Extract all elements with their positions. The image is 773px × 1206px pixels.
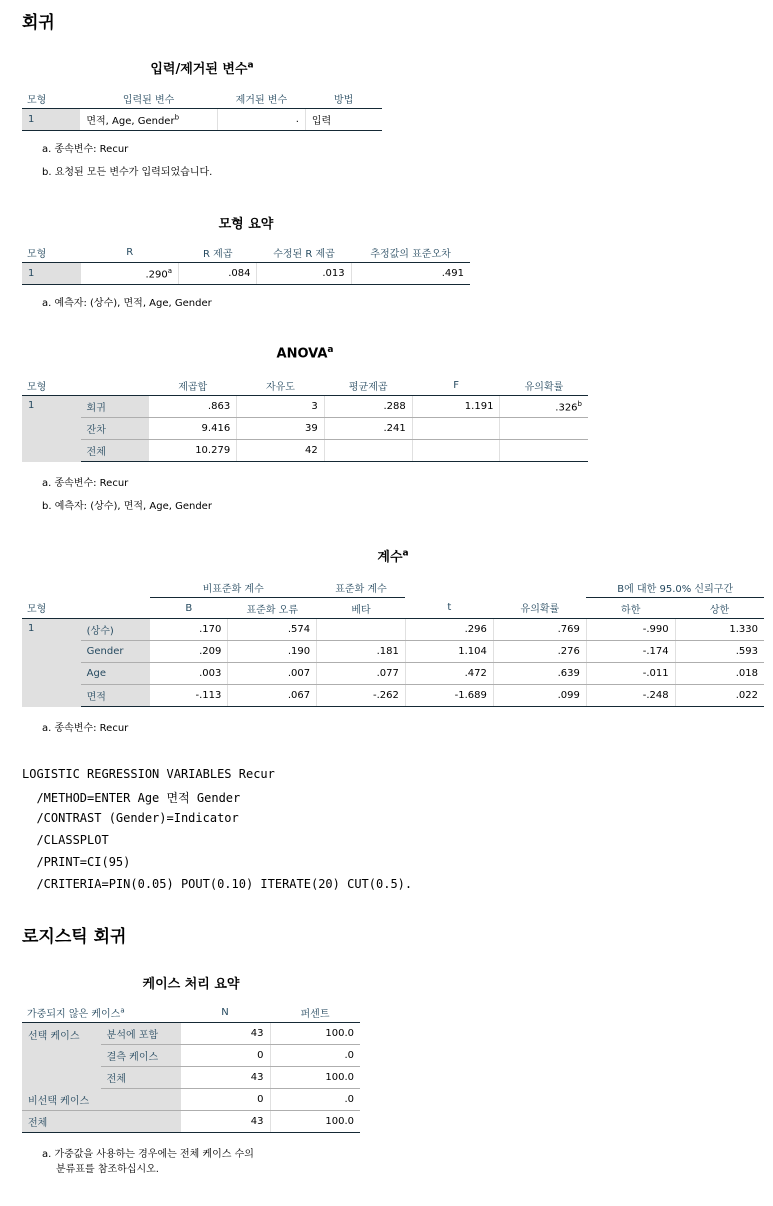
col-header: 모형 — [22, 598, 81, 619]
cell-text: .326 — [555, 402, 578, 414]
row-label: 선택 케이스 — [22, 1023, 101, 1089]
cell: .003 — [150, 663, 228, 685]
table-title-anova — [22, 345, 588, 361]
footnote: 분류표를 참조하십시오. — [56, 1164, 159, 1175]
cell: .181 — [317, 641, 406, 663]
row-label: 분석에 포함 — [101, 1023, 180, 1045]
cell: .296 — [405, 619, 493, 641]
cell: . — [217, 109, 305, 131]
col-header: R — [81, 242, 179, 263]
col-header: R 제곱 — [179, 242, 257, 263]
col-header: N — [180, 1002, 270, 1023]
row-label: 1 — [22, 619, 81, 707]
cell: 100.0 — [270, 1067, 360, 1089]
col-header-sup: a — [120, 1006, 125, 1015]
cell-text: .290 — [145, 269, 168, 281]
row-label: 1 — [22, 263, 81, 285]
cell: .099 — [493, 685, 586, 707]
section-title-regression: 회귀 — [22, 13, 55, 33]
cell: .077 — [317, 663, 406, 685]
cell: .067 — [228, 685, 317, 707]
anova-table — [22, 375, 588, 462]
row-label: 전체 — [22, 1111, 180, 1133]
title-text: ANOVA — [276, 346, 328, 362]
row-label: 결측 케이스 — [101, 1045, 180, 1067]
cell: 39 — [237, 418, 325, 440]
cell: -.990 — [586, 619, 675, 641]
cell-sup: b — [577, 399, 582, 408]
cell: .639 — [493, 663, 586, 685]
cell: -.262 — [317, 685, 406, 707]
col-header-text: 가중되지 않은 케이스 — [27, 1008, 121, 1020]
model-summary-table — [22, 242, 470, 285]
col-header: 방법 — [305, 88, 382, 109]
cell: -1.689 — [405, 685, 493, 707]
col-header: 퍼센트 — [270, 1002, 360, 1023]
cell — [412, 440, 500, 462]
cell-sup: a — [167, 266, 173, 275]
cell — [500, 418, 588, 440]
cell: 42 — [237, 440, 325, 462]
cell — [81, 263, 179, 285]
group-header-empty — [493, 577, 586, 598]
col-header — [81, 375, 149, 396]
row-label: Age — [81, 663, 150, 685]
row-label: Gender — [81, 641, 150, 663]
cell: 100.0 — [270, 1111, 360, 1133]
cell — [500, 396, 588, 418]
group-header-empty — [81, 577, 150, 598]
cell: 1.330 — [675, 619, 764, 641]
title-sup: a — [327, 345, 334, 355]
cell: .472 — [405, 663, 493, 685]
cell: .013 — [257, 263, 351, 285]
cell: -.248 — [586, 685, 675, 707]
row-label: 비선택 케이스 — [22, 1089, 180, 1111]
footnote: a. 가중값을 사용하는 경우에는 전체 케이스 수의 — [42, 1149, 254, 1160]
group-header-empty — [405, 577, 493, 598]
cell: .241 — [324, 418, 412, 440]
cell — [317, 619, 406, 641]
cell: .288 — [324, 396, 412, 418]
table-title-model-summary: 모형 요약 — [218, 217, 274, 232]
cell: 0 — [180, 1045, 270, 1067]
cell: 100.0 — [270, 1023, 360, 1045]
footnote: b. 요청된 모든 변수가 입력되었습니다. — [42, 167, 213, 178]
cell: .276 — [493, 641, 586, 663]
syntax-line: /CRITERIA=PIN(0.05) POUT(0.10) ITERATE(20) CUT(0.5). — [22, 877, 413, 891]
title-sup: a — [402, 548, 409, 559]
case-summary-table — [22, 1002, 360, 1133]
table-title-variables — [22, 58, 382, 77]
cell: .209 — [150, 641, 228, 663]
col-header: 입력된 변수 — [80, 88, 218, 109]
col-header: B — [150, 598, 228, 619]
col-header: 추정값의 표준오차 — [351, 242, 470, 263]
cell: -.011 — [586, 663, 675, 685]
cell: -.174 — [586, 641, 675, 663]
group-header: 표준화 계수 — [317, 577, 406, 598]
syntax-line: /CONTRAST (Gender)=Indicator — [22, 811, 239, 825]
cell-text: 면적, Age, Gender — [86, 116, 175, 127]
footnote: a. 예측자: (상수), 면적, Age, Gender — [42, 298, 212, 309]
col-header: 유의확률 — [493, 598, 586, 619]
section-title-logistic: 로지스틱 회귀 — [22, 927, 127, 947]
col-header: 모형 — [22, 375, 81, 396]
cell: .007 — [228, 663, 317, 685]
col-header: 수정된 R 제곱 — [257, 242, 351, 263]
col-header: 자유도 — [237, 375, 325, 396]
coefficients-table — [22, 577, 764, 707]
cell-sup: b — [174, 113, 180, 122]
cell: 10.279 — [149, 440, 237, 462]
col-header: 하한 — [586, 598, 675, 619]
title-text: 입력/제거된 변수 — [150, 62, 248, 77]
col-header: 평균제곱 — [324, 375, 412, 396]
col-header: 표준화 오류 — [228, 598, 317, 619]
cell: .190 — [228, 641, 317, 663]
cell: .0 — [270, 1089, 360, 1111]
row-label: 전체 — [81, 440, 149, 462]
col-header: 베타 — [317, 598, 406, 619]
cell — [500, 440, 588, 462]
footnote: a. 종속변수: Recur — [42, 478, 129, 489]
col-header — [22, 1002, 180, 1023]
footnote: b. 예측자: (상수), 면적, Age, Gender — [42, 501, 212, 512]
cell: .593 — [675, 641, 764, 663]
cell: 43 — [180, 1111, 270, 1133]
syntax-line: /METHOD=ENTER Age 면적 Gender — [22, 791, 241, 805]
cell: 43 — [180, 1067, 270, 1089]
variables-table — [22, 88, 382, 131]
cell: -.113 — [150, 685, 228, 707]
col-header: 모형 — [22, 242, 81, 263]
cell: .863 — [149, 396, 237, 418]
cell: .0 — [270, 1045, 360, 1067]
col-header: F — [412, 375, 500, 396]
col-header — [81, 598, 150, 619]
row-label: 1 — [22, 396, 81, 462]
row-label: (상수) — [81, 619, 150, 641]
cell: .170 — [150, 619, 228, 641]
col-header: 유의확률 — [500, 375, 588, 396]
col-header: 상한 — [675, 598, 764, 619]
table-title-case-summary: 케이스 처리 요약 — [142, 977, 240, 992]
group-header: B에 대한 95.0% 신뢰구간 — [586, 577, 764, 598]
cell — [324, 440, 412, 462]
row-label: 1 — [22, 109, 80, 131]
col-header: 제곱합 — [149, 375, 237, 396]
group-header-empty — [22, 577, 81, 598]
cell: 1.191 — [412, 396, 500, 418]
cell: 입력 — [305, 109, 382, 131]
footnote: a. 종속변수: Recur — [42, 144, 129, 155]
footnote: a. 종속변수: Recur — [42, 723, 129, 734]
cell: .574 — [228, 619, 317, 641]
cell: .769 — [493, 619, 586, 641]
title-sup: a — [247, 60, 254, 71]
cell: 0 — [180, 1089, 270, 1111]
cell: .018 — [675, 663, 764, 685]
row-label: 잔차 — [81, 418, 149, 440]
cell: .491 — [351, 263, 470, 285]
cell — [412, 418, 500, 440]
syntax-line: /PRINT=CI(95) — [22, 855, 131, 869]
title-text: 계수 — [377, 550, 403, 565]
cell: 9.416 — [149, 418, 237, 440]
group-header: 비표준화 계수 — [150, 577, 317, 598]
row-label: 전체 — [101, 1067, 180, 1089]
cell: .084 — [179, 263, 257, 285]
syntax-line: LOGISTIC REGRESSION VARIABLES Recur — [22, 767, 275, 781]
cell: 43 — [180, 1023, 270, 1045]
col-header: t — [405, 598, 493, 619]
table-title-coefficients — [22, 546, 764, 565]
cell: 3 — [237, 396, 325, 418]
row-label: 회귀 — [81, 396, 149, 418]
syntax-line: /CLASSPLOT — [22, 833, 109, 847]
col-header: 제거된 변수 — [217, 88, 305, 109]
cell — [80, 109, 218, 131]
row-label: 면적 — [81, 685, 150, 707]
cell: .022 — [675, 685, 764, 707]
cell: 1.104 — [405, 641, 493, 663]
col-header: 모형 — [22, 88, 80, 109]
